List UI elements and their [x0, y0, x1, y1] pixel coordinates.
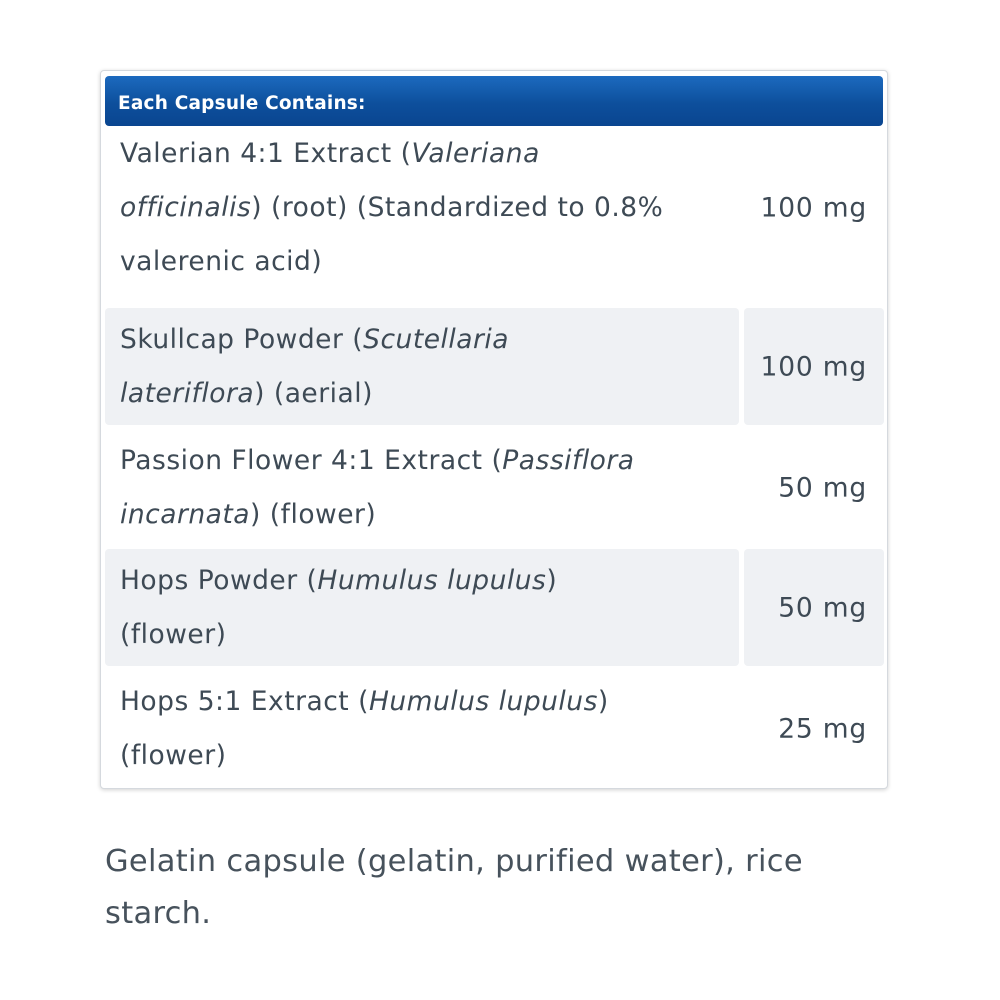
ingredient-amount: 25 mg [778, 713, 867, 744]
latin-name: officinalis [120, 192, 252, 223]
latin-name: lateriflora [120, 378, 255, 409]
latin-name: incarnata [120, 499, 251, 530]
name-segment: ) [546, 565, 558, 596]
ingredient-name-cell [105, 549, 739, 666]
latin-name: Passiflora [502, 445, 635, 476]
ingredient-row [105, 308, 884, 425]
ingredient-name-line [120, 313, 739, 367]
name-segment: Valerian 4:1 Extract ( [120, 138, 412, 169]
other-ingredients-line: starch. [105, 896, 212, 931]
ingredient-amount: 100 mg [760, 192, 867, 224]
ingredient-row [105, 549, 884, 666]
name-segment: valerenic acid) [120, 246, 323, 277]
name-segment: ) (root) (Standardized to 0.8% [251, 192, 664, 223]
latin-name: Scutellaria [363, 324, 509, 355]
ingredient-name-line [120, 554, 739, 608]
ingredient-name [120, 675, 739, 783]
ingredient-amount: 50 mg [778, 472, 867, 503]
name-segment: Hops Powder ( [120, 565, 318, 596]
ingredient-name-line [120, 367, 739, 421]
ingredient-name-cell [105, 127, 739, 289]
ingredient-name-line [120, 235, 739, 289]
name-segment: ) [597, 686, 609, 717]
name-segment: Hops 5:1 Extract ( [120, 686, 369, 717]
name-segment: (flower) [120, 619, 227, 650]
latin-name: Valeriana [411, 138, 540, 169]
ingredient-name-line [120, 181, 739, 235]
ingredient-name [120, 554, 739, 662]
name-segment: (flower) [120, 740, 227, 771]
ingredient-amount-cell [744, 127, 884, 289]
ingredient-amount: 100 mg [760, 351, 867, 382]
ingredient-name [120, 127, 739, 289]
ingredient-amount: 50 mg [778, 592, 867, 623]
ingredient-name-line [120, 675, 739, 729]
ingredient-row [105, 127, 884, 289]
supplement-facts-panel [100, 70, 888, 789]
ingredient-name-line [120, 608, 739, 662]
ingredient-amount-cell [744, 670, 884, 787]
ingredient-amount-cell [744, 308, 884, 425]
ingredient-row [105, 429, 884, 546]
other-ingredients-line: Gelatin capsule (gelatin, purified water), rice [105, 844, 803, 879]
ingredient-amount-cell [744, 429, 884, 546]
latin-name: Humulus lupulus [317, 565, 547, 596]
table-header [105, 76, 883, 126]
name-segment: Passion Flower 4:1 Extract ( [120, 445, 503, 476]
ingredient-amount-cell [744, 549, 884, 666]
latin-name: Humulus lupulus [368, 686, 598, 717]
ingredient-name-cell [105, 670, 739, 787]
ingredient-name-cell [105, 308, 739, 425]
ingredient-name [120, 434, 739, 542]
ingredient-name-line [120, 434, 739, 488]
name-segment: ) (flower) [250, 499, 377, 530]
name-segment: Skullcap Powder ( [120, 324, 364, 355]
other-ingredients [105, 836, 905, 940]
ingredient-name-cell [105, 429, 739, 546]
table-header-label: Each Capsule Contains: [118, 93, 366, 114]
ingredient-name [120, 313, 739, 421]
ingredient-name-line [120, 729, 739, 783]
ingredient-name-line [120, 488, 739, 542]
name-segment: ) (aerial) [254, 378, 373, 409]
ingredient-name-line [120, 127, 739, 181]
ingredient-row [105, 670, 884, 787]
